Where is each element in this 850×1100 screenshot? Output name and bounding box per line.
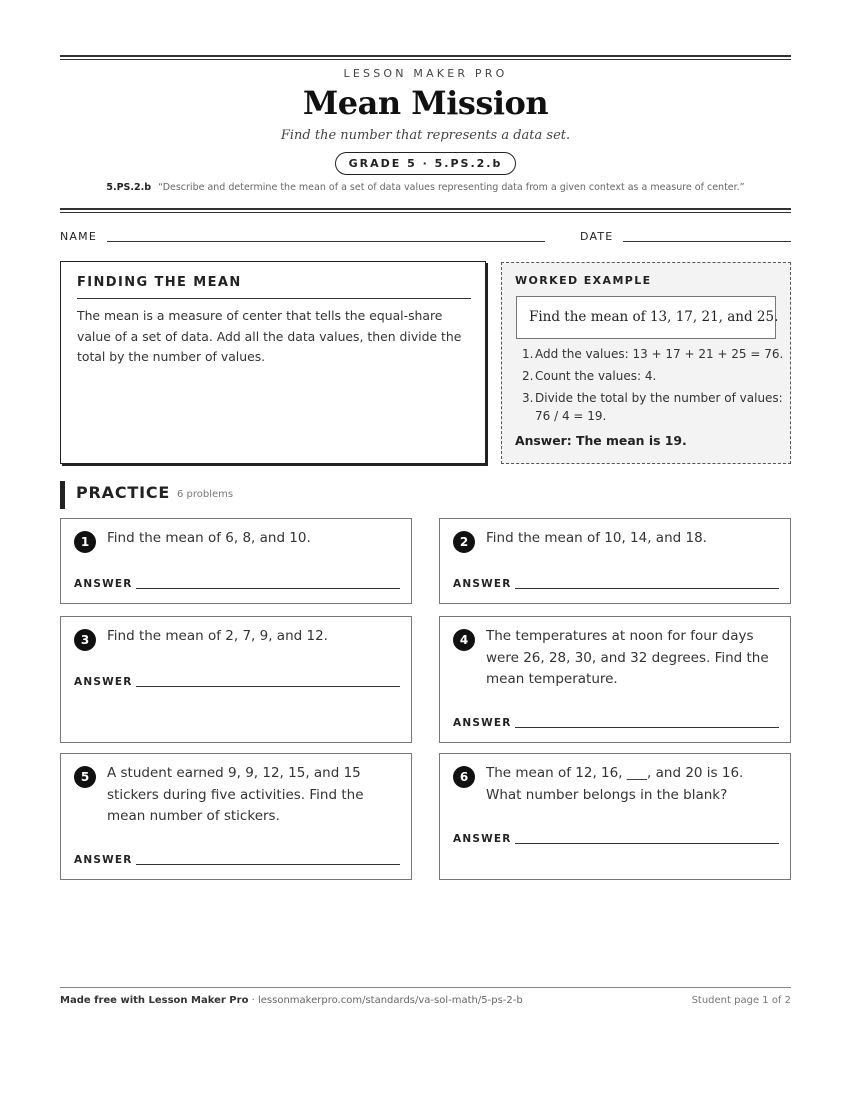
answer-label: ANSWER xyxy=(74,854,133,866)
practice-count: 6 problems xyxy=(177,489,234,500)
concept-text: The mean is a measure of center that tells the equal-share value of a set of data. Add all the data values, then divide the total by the number of values. xyxy=(77,308,462,364)
grade-badge: GRADE 5 · 5.PS.2.b xyxy=(335,152,517,175)
worksheet-title: Mean Mission xyxy=(302,84,549,122)
problem-card-3 xyxy=(60,616,412,743)
practice-accent-bar xyxy=(60,481,65,509)
concept-box xyxy=(60,261,486,464)
problem-card-1 xyxy=(60,518,412,604)
concept-title: FINDING THE MEAN xyxy=(77,275,242,290)
name-date-row xyxy=(60,228,791,246)
answer-line[interactable] xyxy=(136,588,400,589)
problem-number-badge: 1 xyxy=(74,531,96,553)
answer-label: ANSWER xyxy=(74,676,133,688)
answer-label: ANSWER xyxy=(453,717,512,729)
header-top-rule xyxy=(60,55,791,60)
worked-example-problem: Find the mean of 13, 17, 21, and 25. xyxy=(516,296,776,339)
problem-card-5 xyxy=(60,753,412,880)
step-number: 2. xyxy=(522,369,534,383)
problem-text: The mean of 12, 16, ___, and 20 is 16. What number belongs in the blank? xyxy=(486,765,744,803)
problem-number-badge: 5 xyxy=(74,766,96,788)
problem-text: Find the mean of 10, 14, and 18. xyxy=(486,530,707,546)
practice-title: PRACTICE xyxy=(76,483,171,502)
step-text: Divide the total by the number of values: 76 / 4 = 19. xyxy=(535,391,783,423)
problem-text: The temperatures at noon for four days were 26, 28, 30, and 32 degrees. Find the mean temperature. xyxy=(486,628,769,687)
date-label: DATE xyxy=(580,230,614,243)
worked-example-box xyxy=(501,262,791,464)
answer-line[interactable] xyxy=(515,588,779,589)
worked-example-answer: Answer: The mean is 19. xyxy=(515,433,687,448)
problem-number-badge: 3 xyxy=(74,629,96,651)
problem-number-badge: 6 xyxy=(453,766,475,788)
worked-example-label: WORKED EXAMPLE xyxy=(515,274,652,287)
step-number: 1. xyxy=(522,347,534,361)
answer-label: ANSWER xyxy=(453,578,512,590)
worked-example-step xyxy=(522,389,784,425)
answer-label: ANSWER xyxy=(74,578,133,590)
worksheet-subtitle: Find the number that represents a data set. xyxy=(280,128,571,143)
header-bottom-rule xyxy=(60,208,791,213)
name-field[interactable] xyxy=(107,241,545,242)
answer-line[interactable] xyxy=(136,686,400,687)
name-label: NAME xyxy=(60,230,97,243)
problem-card-2 xyxy=(439,518,791,604)
problem-card-6 xyxy=(439,753,791,880)
answer-line[interactable] xyxy=(515,727,779,728)
brand-name: LESSON MAKER PRO xyxy=(343,67,508,80)
standard-description xyxy=(60,182,791,193)
answer-line[interactable] xyxy=(515,843,779,844)
problem-text: Find the mean of 2, 7, 9, and 12. xyxy=(107,628,328,644)
answer-label: ANSWER xyxy=(453,833,512,845)
step-text: Add the values: 13 + 17 + 21 + 25 = 76. xyxy=(535,347,784,361)
worked-example-step xyxy=(522,367,784,385)
footer-url[interactable]: lessonmakerpro.com/standards/va-sol-math/5-ps-2-b xyxy=(257,995,523,1006)
worked-example-steps xyxy=(522,345,784,429)
problem-text: A student earned 9, 9, 12, 15, and 15 stickers during five activities. Find the mean number of stickers. xyxy=(107,765,364,824)
date-field[interactable] xyxy=(623,241,791,242)
standard-text: “Describe and determine the mean of a set of data values representing data from a given context as a measure of center.” xyxy=(158,182,745,193)
standard-code: 5.PS.2.b xyxy=(106,182,152,193)
problem-card-4 xyxy=(439,616,791,743)
answer-line[interactable] xyxy=(136,864,400,865)
problem-number-badge: 4 xyxy=(453,629,475,651)
concept-divider xyxy=(77,298,471,299)
step-text: Count the values: 4. xyxy=(535,369,657,383)
problem-text: Find the mean of 6, 8, and 10. xyxy=(107,530,311,546)
problem-number-badge: 2 xyxy=(453,531,475,553)
footer-made-with: Made free with Lesson Maker Pro xyxy=(60,995,249,1006)
footer-credit xyxy=(60,995,523,1006)
footer-page-number: Student page 1 of 2 xyxy=(691,995,791,1006)
footer-rule xyxy=(60,987,791,988)
footer-separator: · xyxy=(248,995,258,1006)
worked-example-step xyxy=(522,345,784,363)
step-number: 3. xyxy=(522,391,534,405)
